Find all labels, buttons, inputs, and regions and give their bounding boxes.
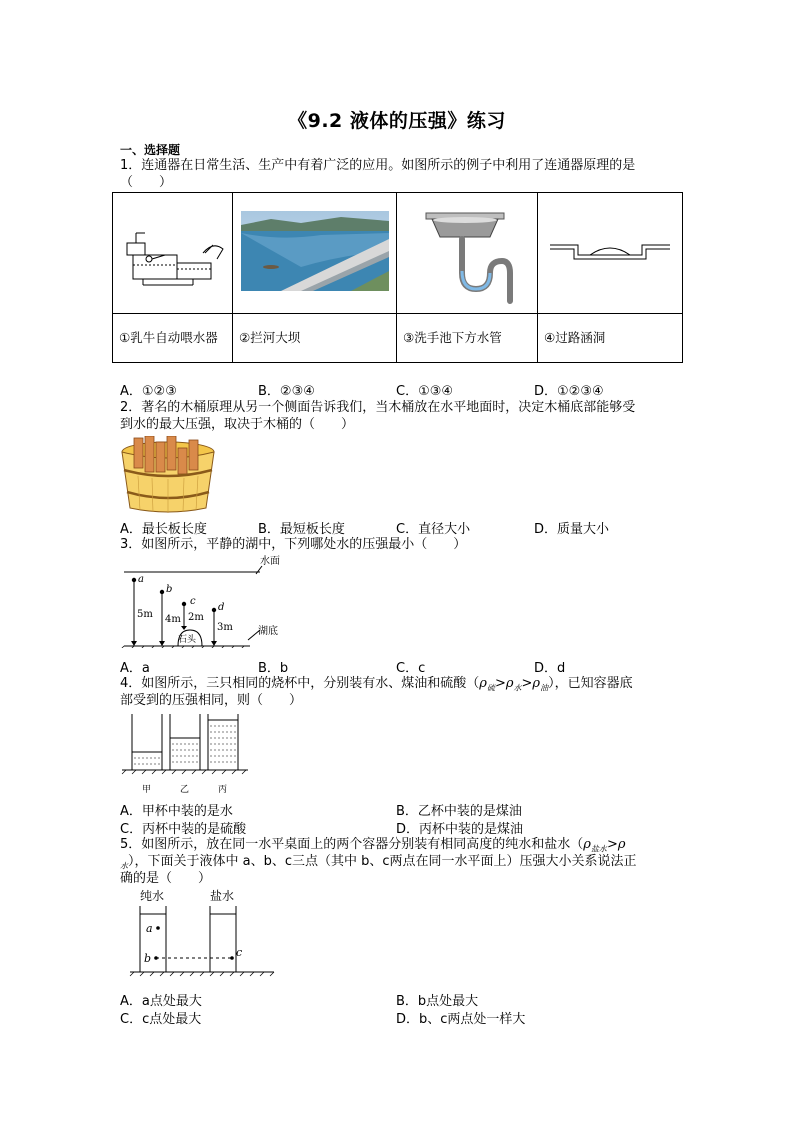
q1-caption-4: ④过路涵洞 [538, 314, 683, 363]
q1-option-b[interactable]: B．②③④ [258, 384, 315, 399]
q5-stem-cont-2: 确的是（ ） [120, 871, 212, 886]
q2-option-c[interactable]: C．直径大小 [396, 522, 471, 537]
q3-point-c: c [190, 596, 196, 607]
q2-option-a[interactable]: A．最长板长度 [120, 522, 207, 537]
q5-stem: 5．如图所示，放在同一水平桌面上的两个容器分别装有相同高度的纯水和盐水（$\rho_{盐水}>\rho$ [120, 837, 626, 854]
q4-cup-bing: 丙 [218, 785, 228, 795]
q3-option-c[interactable]: C．c [396, 661, 426, 676]
q5-point-b: b [144, 952, 152, 965]
q1-figure-table [112, 192, 683, 363]
q4-option-a[interactable]: A．甲杯中装的是水 [120, 804, 233, 819]
q2-option-d[interactable]: D．质量大小 [534, 522, 610, 537]
q3-depth-c: 2m [188, 612, 204, 623]
q3-option-d[interactable]: D．d [534, 661, 566, 676]
q3-bottom-label: 湖底 [258, 626, 278, 637]
q5-option-c[interactable]: C．c点处最大 [120, 1012, 202, 1027]
q3-depth-d: 3m [217, 622, 233, 633]
q3-point-d: d [218, 602, 225, 613]
q1-stem: 1．连通器在日常生活、生产中有着广泛的应用。如图所示的例子中利用了连通器原理的是 [120, 158, 636, 173]
q5-salt-water-label: 盐水 [210, 889, 235, 903]
q5-pure-water-label: 纯水 [140, 889, 165, 903]
q4-option-c[interactable]: C．丙杯中装的是硫酸 [120, 822, 247, 837]
section-heading: 一、选择题 [120, 143, 181, 157]
q2-option-b[interactable]: B．最短板长度 [258, 522, 345, 537]
dam-photo [233, 193, 397, 314]
q2-stem-cont: 到水的最大压强，取决于木桶的（ ） [120, 417, 355, 432]
q1-caption-3: ③洗手池下方水管 [397, 314, 538, 363]
q2-stem: 2．著名的木桶原理从另一个侧面告诉我们，当木桶放在水平地面时，决定木桶底部能够受 [120, 400, 636, 415]
q3-depth-b: 4m [165, 614, 181, 625]
containers-figure [128, 888, 278, 984]
q5-point-a: a [146, 922, 153, 935]
q3-surface-label: 水面 [260, 556, 280, 567]
q1-option-d[interactable]: D．①②③④ [534, 384, 604, 399]
q3-point-b: b [166, 584, 173, 595]
q3-stem: 3．如图所示，平静的湖中，下列哪处水的压强最小（ ） [120, 537, 467, 552]
beakers-figure [120, 712, 250, 796]
q3-option-b[interactable]: B．b [258, 661, 289, 676]
q1-stem-cont: （ ） [120, 175, 173, 190]
q4-stem-cont: 部受到的压强相同，则（ ） [120, 693, 303, 708]
q3-depth-a: 5m [137, 609, 153, 620]
q4-stem: 4．如图所示，三只相同的烧杯中，分别装有水、煤油和硫酸$(\rho_硫>\rho_水>\rho_油)$，已知容器底 [120, 676, 633, 693]
q5-stem-cont: $_水$），下面关于液体中 a、b、c三点（其中 b、c两点在同一水平面上）压强大小关系说法正 [120, 854, 637, 871]
wooden-bucket-figure [118, 436, 218, 516]
q1-option-a[interactable]: A．①②③ [120, 384, 177, 399]
q3-rock-label: 石头 [178, 635, 197, 645]
cow-feeder-figure [113, 193, 233, 314]
q5-option-b[interactable]: B．b点处最大 [396, 994, 479, 1009]
q3-point-a: a [138, 574, 144, 585]
lake-pressure-figure [120, 552, 300, 648]
q5-point-c: c [236, 946, 243, 959]
culvert-figure [538, 193, 683, 314]
q1-caption-1: ①乳牛自动喂水器 [113, 314, 233, 363]
page-title: 《9.2 液体的压强》练习 [288, 110, 506, 132]
q4-cup-yi: 乙 [180, 785, 190, 795]
sink-pipe-figure [397, 193, 538, 314]
q1-option-c[interactable]: C．①③④ [396, 384, 454, 399]
q1-caption-2: ②拦河大坝 [233, 314, 397, 363]
q3-option-a[interactable]: A．a [120, 661, 150, 676]
q4-option-b[interactable]: B．乙杯中装的是煤油 [396, 804, 522, 819]
q5-option-a[interactable]: A．a点处最大 [120, 994, 202, 1009]
q4-cup-jia: 甲 [142, 785, 152, 795]
q4-option-d[interactable]: D．丙杯中装的是煤油 [396, 822, 524, 837]
q5-option-d[interactable]: D．b、c两点处一样大 [396, 1012, 526, 1027]
